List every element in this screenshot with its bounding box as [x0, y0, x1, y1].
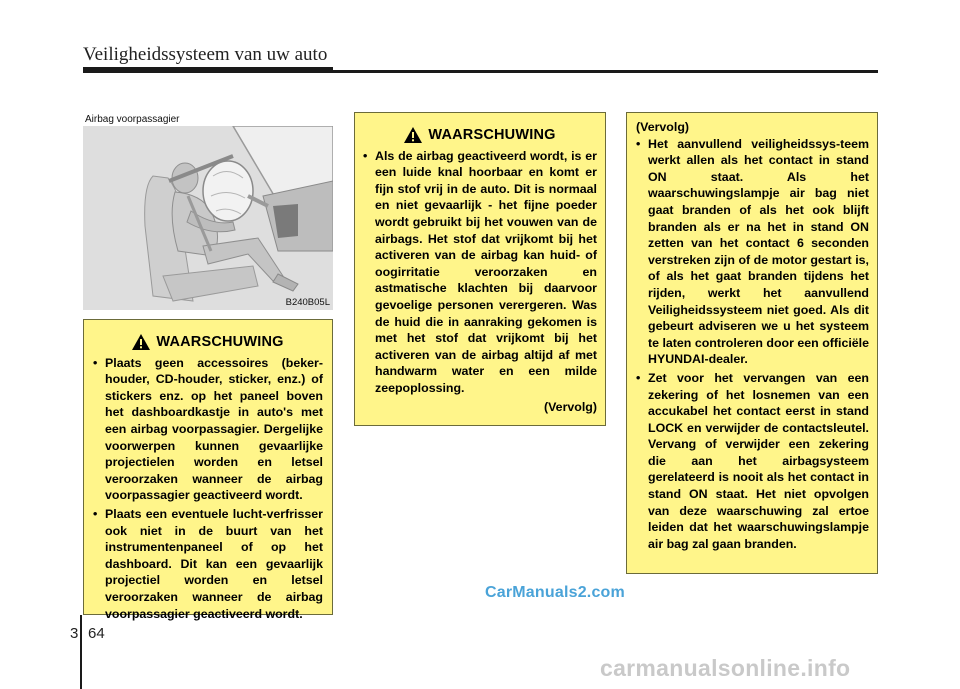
figure-caption: Airbag voorpassagier: [85, 114, 180, 125]
section-number: 3: [70, 625, 79, 642]
warning-box-middle: [354, 112, 606, 426]
airbag-illustration: [83, 126, 333, 310]
header-rule: [83, 70, 878, 73]
watermark-carmanuals2[interactable]: CarManuals2.com: [485, 584, 625, 601]
watermark-carmanualsonline: carmanualsonline.info: [600, 655, 851, 681]
list-item: • Als de airbag geactiveerd wordt, is er een luide knal hoorbaar en komt er fijn stof vrij in de auto. Dit is normaal en niet gevaarlijk - het fijne poeder wordt gebruikt bij het vouwen van de airbags. Het stof dat vrijkomt bij het activeren van de airbag kan huid- of oogirritatie veroorzaken en astmatische klachten bij daarvoor gevoelige personen verergeren. Was de huid die in aanraking gekomen is met het stof dat vrijkomt bij het activeren van de airbag altijd af met handwarm water en een milde zeepoplossing.: [363, 148, 597, 397]
warning-list-left: [93, 355, 323, 623]
warning-triangle-icon: [404, 127, 422, 143]
list-item: • Zet voor het vervangen van een zekering of het losnemen van een accukabel het contact eerst in stand LOCK en verwijder de contactsleutel. Vervang of verwijder een zekering die aan het airbagsysteem gerelateerd is nooit als het contact in stand ON staat. Het niet opvolgen van deze waarschuwing zal ertoe leiden dat het waarschuwingslampje air bag zal gaan branden.: [636, 370, 869, 553]
warning-heading-middle: [363, 127, 597, 144]
warning-triangle-icon: [132, 334, 150, 350]
warning-list-right: [636, 136, 869, 553]
warning-box-left: [83, 319, 333, 621]
list-item: • Plaats geen accessoires (beker-houder, CD-houder, sticker, enz.) of stickers enz. op het paneel boven het dashboardkastje in auto's met een airbag voorpassagier. Dergelijke voorwerpen kunnen gevaarlijke projectielen worden en letsel veroorzaken wanneer de airbag voorpassagier geactiveerd wordt.: [93, 355, 323, 504]
continued-from-label: (Vervolg): [636, 120, 690, 134]
warning-heading-left: [93, 334, 323, 351]
figure-code: B240B05L: [285, 297, 330, 308]
airbag-illustration-drawing: [83, 126, 333, 310]
continued-label: (Vervolg): [543, 399, 597, 414]
warning-title-left: WAARSCHUWING: [156, 334, 284, 350]
page-number: 64: [88, 625, 105, 642]
list-item: • Het aanvullend veiligheidssys-teem werkt allen als het contact in stand ON staat. Als het waarschuwingslampje air bag niet gaat branden of als het ook blijft branden als er na het in stand ON zetten van het contact 6 seconden verstreken zijn of de motor gestart is, of als het gaat branden tijdens het rijden, werkt het aanvullend Veiligheidssysteem niet goed. Als dit gebeurt adviseren we u het systeem te laten controleren door een officiële HYUNDAI-dealer.: [636, 136, 869, 368]
warning-box-right: [626, 112, 878, 574]
footer-rule: [80, 615, 82, 689]
warning-list-middle: [363, 148, 597, 397]
warning-title-middle: WAARSCHUWING: [428, 127, 556, 143]
page-header-title: Veiligheidssysteem van uw auto: [83, 44, 328, 65]
list-item: • Plaats een eventuele lucht-verfrisser ook niet in de buurt van het instrumentenpaneel of op het dashboard. Dit kan een gevaarlijk projectiel worden en letsel veroorzaken wanneer de airbag voorpassagier geactiveerd wordt.: [93, 506, 323, 622]
